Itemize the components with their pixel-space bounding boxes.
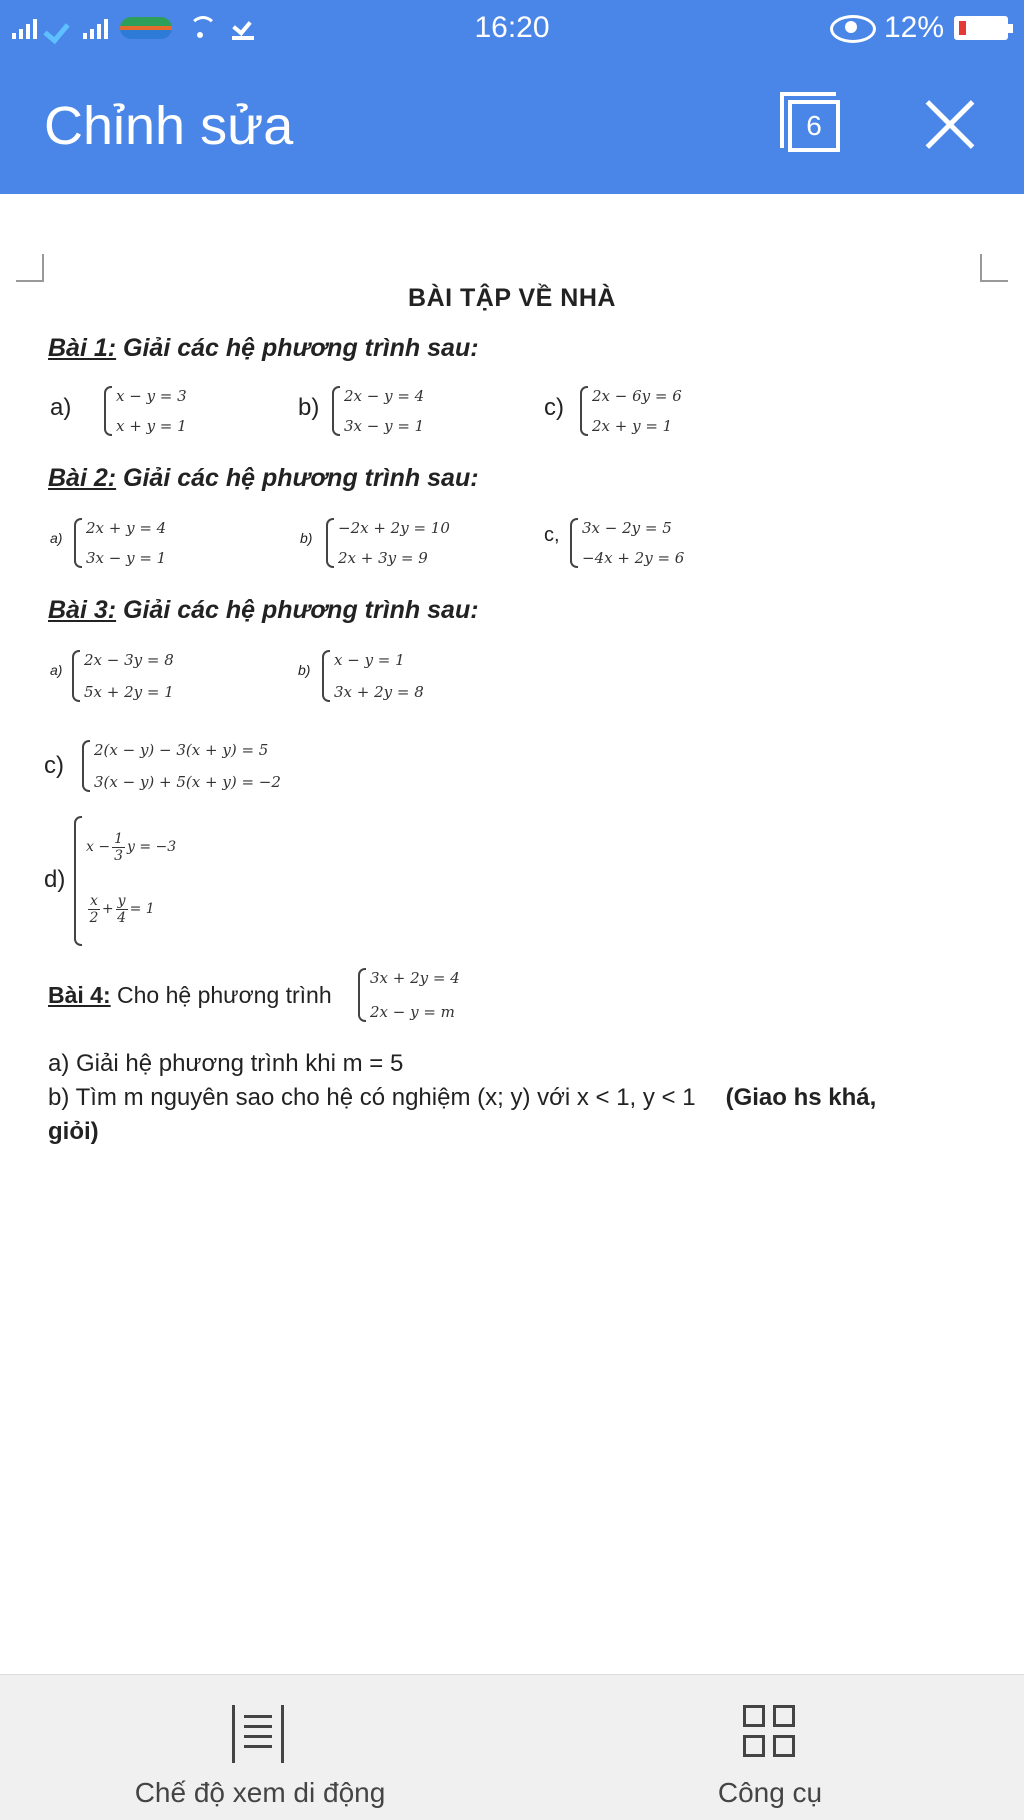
bai3-c-system	[82, 740, 281, 792]
bai1-c-label: c)	[544, 394, 564, 421]
equation	[86, 816, 176, 878]
equation-part: = 1	[129, 901, 155, 917]
document-page	[0, 194, 1024, 1674]
tools-label: Công cụ	[717, 1777, 823, 1808]
bai1-b-system	[332, 386, 424, 436]
bai2-heading	[48, 464, 479, 493]
numerator: 1	[114, 830, 123, 847]
equation: 2x − y = 4	[344, 387, 425, 405]
equation: 3x − y = 1	[86, 549, 167, 567]
crop-mark-right	[980, 254, 1008, 282]
battery-icon	[954, 16, 1008, 40]
battery-percent: 12%	[883, 11, 944, 44]
close-button[interactable]	[922, 96, 978, 152]
equation: 2x − 3y = 8	[84, 651, 174, 669]
bai1-a-system	[104, 386, 187, 436]
bai3-b-system	[322, 650, 424, 702]
tools-button[interactable]	[660, 1675, 880, 1820]
equation-part: y = −3	[127, 839, 177, 855]
bai2-a-system	[74, 518, 166, 568]
bai4-note: (Giao hs khá,	[725, 1084, 877, 1111]
equation: 2x − 6y = 6	[592, 387, 682, 405]
mobile-view-icon	[232, 1705, 284, 1763]
bai4-intro	[48, 982, 332, 1009]
equation: 2x − y = m	[370, 1003, 455, 1021]
equation: x − y = 1	[334, 651, 405, 669]
fraction	[88, 893, 100, 926]
equation: 2x + y = 4	[86, 519, 167, 537]
app-bar	[0, 56, 1024, 194]
bai4-intro-text: Cho hệ phương trình	[110, 982, 332, 1008]
bai2-a-label: a)	[50, 530, 63, 546]
bai3-d-label: d)	[44, 866, 66, 893]
document-title: BÀI TẬP VỀ NHÀ	[408, 284, 616, 312]
equation: 5x + 2y = 1	[84, 683, 174, 701]
bai1-a-label: a)	[50, 394, 72, 421]
numerator: y	[117, 892, 126, 909]
bai4-line-b	[48, 1084, 876, 1112]
numerator: x	[90, 892, 98, 909]
equation: 2(x − y) − 3(x + y) = 5	[94, 741, 269, 759]
equation: 3x − y = 1	[344, 417, 425, 435]
bai3-heading	[48, 596, 479, 625]
equation: 3x + 2y = 4	[370, 969, 460, 987]
bai4-line-a: a) Giải hệ phương trình khi m = 5	[48, 1050, 404, 1077]
bai2-heading-text: Giải các hệ phương trình sau:	[116, 464, 479, 492]
denominator: 2	[89, 909, 99, 926]
bai3-d-system	[74, 816, 254, 946]
bai4-note-cont: giỏi)	[48, 1118, 99, 1145]
status-right-icons	[830, 10, 1008, 46]
bai3-heading-text: Giải các hệ phương trình sau:	[116, 596, 479, 624]
bai4-line-b-text: b) Tìm m nguyên sao cho hệ có nghiệm (x; y) với x < 1, y < 1	[48, 1084, 696, 1111]
equation: 3x + 2y = 8	[334, 683, 424, 701]
bai2-b-system	[326, 518, 450, 568]
equation-part: +	[101, 901, 114, 917]
bai1-heading	[48, 334, 479, 363]
bai1-b-label: b)	[298, 394, 320, 421]
fraction	[116, 893, 128, 926]
bai2-c-system	[570, 518, 684, 568]
pages-button[interactable]	[780, 92, 842, 154]
bai3-a-system	[72, 650, 174, 702]
bai3-a-label: a)	[50, 662, 63, 678]
bai4-system	[358, 968, 460, 1022]
equation: 2x + 3y = 9	[338, 549, 428, 567]
equation-part: x −	[86, 839, 111, 855]
denominator: 3	[114, 847, 123, 864]
equation: 2x + y = 1	[592, 417, 673, 435]
equation: −2x + 2y = 10	[338, 519, 450, 537]
bai1-c-system	[580, 386, 682, 436]
crop-mark-left	[16, 254, 44, 282]
page-count: 6	[788, 100, 840, 152]
bai1-prefix: Bài 1:	[48, 334, 117, 362]
denominator: 4	[117, 909, 127, 926]
mobile-view-button[interactable]	[100, 1675, 420, 1820]
page-title: Chỉnh sửa	[44, 96, 294, 156]
equation	[86, 878, 176, 940]
mobile-view-label: Chế độ xem di động	[134, 1777, 386, 1808]
equation: −4x + 2y = 6	[582, 549, 685, 567]
bai2-c-label: c,	[544, 524, 560, 546]
equation: 3(x − y) + 5(x + y) = −2	[94, 773, 281, 791]
bai2-b-label: b)	[300, 530, 313, 546]
status-bar	[0, 0, 1024, 56]
bai3-b-label: b)	[298, 662, 311, 678]
bai3-prefix: Bài 3:	[48, 596, 117, 624]
equation: x − y = 3	[116, 387, 187, 405]
bai4-prefix: Bài 4:	[48, 982, 111, 1008]
bottom-toolbar	[0, 1674, 1024, 1820]
bai1-heading-text: Giải các hệ phương trình sau:	[116, 334, 479, 362]
bai2-prefix: Bài 2:	[48, 464, 117, 492]
equation: x + y = 1	[116, 417, 187, 435]
equation: 3x − 2y = 5	[582, 519, 672, 537]
fraction	[112, 831, 125, 864]
eye-comfort-icon	[830, 15, 874, 41]
bai3-c-label: c)	[44, 752, 64, 779]
status-time: 16:20	[474, 11, 550, 44]
grid-icon	[743, 1705, 799, 1761]
